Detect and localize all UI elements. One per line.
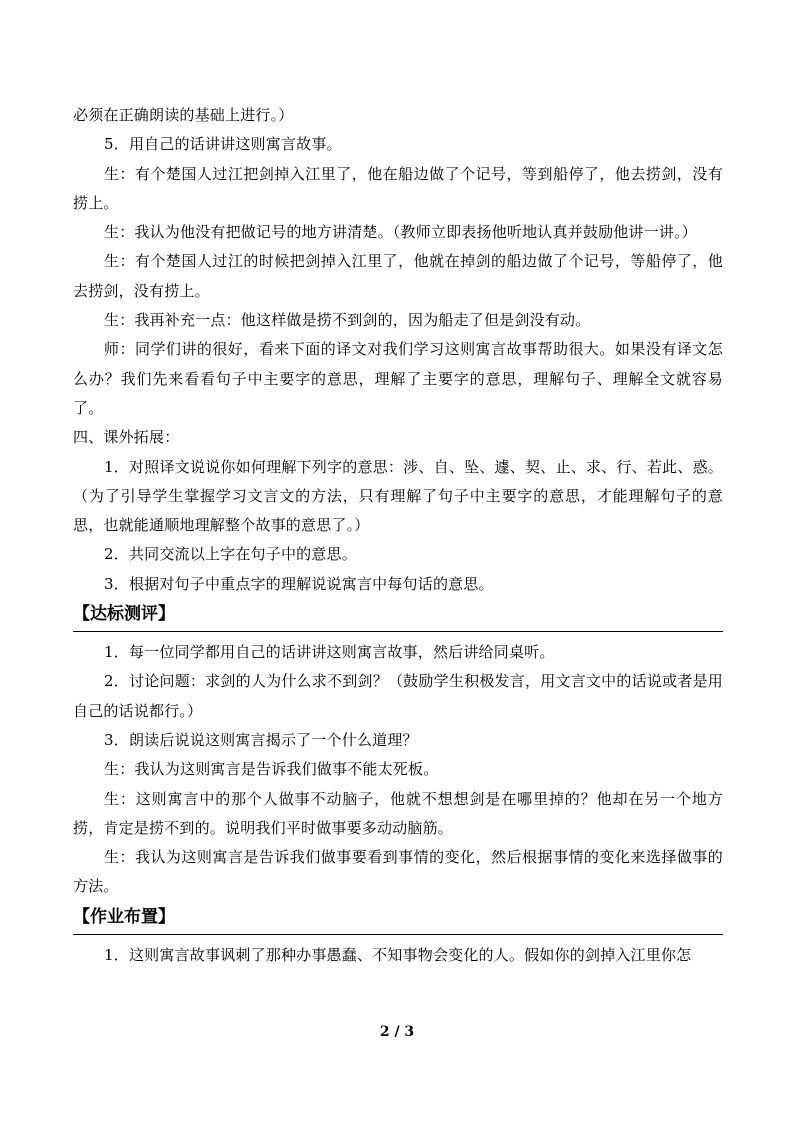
paragraph: 师：同学们讲的很好，看来下面的译文对我们学习这则寓言故事帮助很大。如果没有译文怎么办？我们先来看看句子中主要字的意思，理解了主要字的意思，理解句子、理解全文就容易了。 — [73, 340, 723, 417]
paragraph: 5．用自己的话讲讲这则寓言故事。 — [104, 135, 342, 154]
paragraph: 2．共同交流以上字在句子中的意思。 — [104, 545, 357, 564]
paragraph: 2．讨论问题：求剑的人为什么求不到剑？（鼓励学生积极发言，用文言文中的话说或者是用自己的话说都行。） — [73, 672, 723, 720]
paragraph: 生：我认为他没有把做记号的地方讲清楚。（教师立即表扬他听地认真并鼓励他讲一讲。） — [104, 223, 698, 242]
paragraph: 生：有个楚国人过江把剑掉入江里了，他在船边做了个记号，等到船停了，他去捞剑，没有捞上。 — [73, 164, 723, 212]
paragraph: 3．朗读后说说这则寓言揭示了一个什么道理？ — [104, 730, 418, 749]
section-title: 四、课外拓展： — [73, 428, 180, 447]
paragraph: 3．根据对句子中重点字的理解说说寓言中每句话的意思。 — [104, 574, 494, 593]
heading-divider — [73, 631, 723, 632]
section-heading: 【作业布置】 — [73, 906, 175, 927]
section-heading: 【达标测评】 — [73, 604, 175, 625]
page-number: 2 / 3 — [379, 1024, 415, 1040]
paragraph: 生：有个楚国人过江的时候把剑掉入江里了，他就在掉剑的船边做了个记号，等船停了，他去捞剑，没有捞上。 — [73, 252, 723, 300]
document-body — [73, 101, 723, 970]
paragraph: 生：这则寓言中的那个人做事不动脑子，他就不想想剑是在哪里掉的？他却在另一个地方捞，肯定是捞不到的。说明我们平时做事要多动动脑筋。 — [73, 789, 723, 837]
paragraph: 生：我再补充一点：他这样做是捞不到剑的，因为船走了但是剑没有动。 — [104, 311, 591, 330]
paragraph: 1．每一位同学都用自己的话讲讲这则寓言故事，然后讲给同桌听。 — [104, 643, 555, 662]
paragraph: 生：我认为这则寓言是告诉我们做事不能太死板。 — [104, 760, 439, 779]
heading-divider — [73, 934, 723, 935]
paragraph: 1．对照译文说说你如何理解下列字的意思：涉、自、坠、遽、契、止、求、行、若此、惑。（为了引导学生掌握学习文言文的方法，只有理解了句子中主要字的意思，才能理解句子的意思，也就能通顺地理解整个故事的意思了。） — [73, 457, 723, 535]
paragraph: 1．这则寓言故事讽刺了那种办事愚蠢、不知事物会变化的人。假如你的剑掉入江里你怎 — [104, 945, 692, 964]
paragraph: 生：我认为这则寓言是告诉我们做事要看到事情的变化，然后根据事情的变化来选择做事的方法。 — [73, 848, 723, 896]
paragraph: 必须在正确朗读的基础上进行。） — [73, 106, 294, 124]
